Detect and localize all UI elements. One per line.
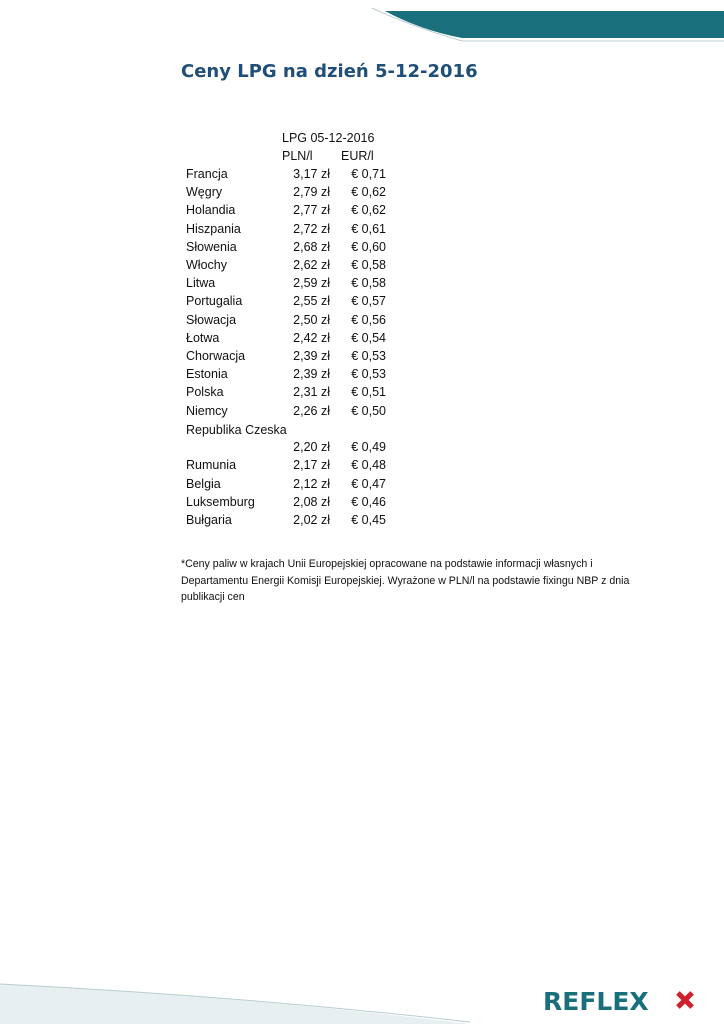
price-pln: 2,62 zł (293, 258, 330, 272)
country-name: Słowacja (186, 312, 237, 327)
price-pln: 2,68 zł (293, 239, 330, 254)
column-header-pln: PLN/l (282, 149, 313, 163)
table-row (186, 240, 406, 258)
country-name: Bułgaria (186, 512, 232, 527)
table-row (186, 495, 406, 513)
logo-x-mark (671, 986, 699, 1014)
country-name: Niemcy (186, 403, 228, 418)
table-row (186, 167, 406, 185)
country-name: Polska (186, 385, 224, 400)
price-eur: € 0,53 (351, 349, 386, 363)
price-eur: € 0,45 (351, 512, 386, 527)
price-pln: 2,39 zł (293, 367, 330, 382)
price-pln: 2,17 zł (293, 458, 330, 473)
price-pln: 2,26 zł (293, 403, 330, 418)
country-name: Portugalia (186, 294, 243, 309)
table-row (186, 385, 406, 403)
price-pln: 2,59 zł (293, 276, 330, 291)
price-pln: 2,31 zł (293, 385, 330, 400)
price-eur: € 0,46 (351, 494, 386, 509)
table-row (186, 422, 406, 458)
price-pln: 3,17 zł (293, 167, 330, 181)
price-pln: 2,02 zł (293, 512, 330, 527)
price-pln: 2,42 zł (293, 330, 330, 345)
country-name: Estonia (186, 367, 228, 382)
reflex-logo (543, 985, 703, 1015)
country-name: Litwa (186, 276, 216, 291)
country-name: Chorwacja (186, 349, 246, 363)
table-row (186, 258, 406, 276)
price-eur: € 0,50 (351, 403, 386, 418)
price-eur: € 0,48 (351, 458, 386, 473)
table-row (186, 404, 406, 422)
country-name: Hiszpania (186, 221, 241, 236)
price-pln: 2,12 zł (293, 476, 330, 491)
price-eur: € 0,54 (351, 330, 386, 345)
price-pln: 2,08 zł (293, 494, 330, 509)
table-row (186, 294, 406, 312)
country-name: Republika Czeska (186, 422, 287, 437)
price-eur: € 0,53 (351, 367, 386, 382)
table-row (186, 367, 406, 385)
price-eur: € 0,60 (351, 239, 386, 254)
table-date-header: LPG 05-12-2016 (282, 131, 375, 145)
country-name: Belgia (186, 476, 221, 491)
footnote: *Ceny paliw w krajach Unii Europejskiej opracowane na podstawie informacji własnych i Departamentu Energii Komisji Europejskiej. Wyrażone w PLN/l na podstawie fixingu NBP z dnia publikacji cen (181, 558, 630, 603)
table-row (186, 458, 406, 476)
page-title: Ceny LPG na dzień 5-12-2016 (181, 61, 478, 82)
country-name: Słowenia (186, 239, 237, 254)
table-row (186, 222, 406, 240)
price-eur: € 0,57 (351, 294, 386, 309)
column-header-eur: EUR/l (341, 149, 374, 163)
price-pln: 2,72 zł (293, 221, 330, 236)
country-name: Włochy (186, 258, 227, 272)
country-name: Francja (186, 167, 228, 181)
country-name: Luksemburg (186, 494, 255, 509)
price-eur: € 0,62 (351, 185, 386, 200)
price-pln: 2,79 zł (293, 185, 330, 200)
logo-wordmark: REFLEX (543, 987, 649, 1015)
country-name: Holandia (186, 203, 236, 218)
price-eur: € 0,71 (351, 167, 386, 181)
table-row (186, 276, 406, 294)
price-eur: € 0,62 (351, 203, 386, 218)
table-row (186, 349, 406, 367)
table-row (186, 513, 406, 531)
table-row (186, 477, 406, 495)
price-pln: 2,77 zł (293, 203, 330, 218)
country-name: Węgry (186, 185, 223, 200)
price-eur: € 0,47 (351, 476, 386, 491)
table-row (186, 313, 406, 331)
country-name: Łotwa (186, 330, 220, 345)
table-row (186, 185, 406, 203)
price-pln: 2,50 zł (293, 312, 330, 327)
price-eur: € 0,58 (351, 258, 386, 272)
table-row (186, 203, 406, 221)
price-eur: € 0,61 (351, 221, 386, 236)
price-eur: € 0,58 (351, 276, 386, 291)
price-pln: 2,20 zł (293, 439, 330, 454)
price-eur: € 0,51 (351, 385, 386, 400)
header-decorative-band (0, 0, 724, 45)
country-name: Rumunia (186, 458, 237, 473)
price-pln: 2,39 zł (293, 349, 330, 363)
price-eur: € 0,56 (351, 312, 386, 327)
table-row (186, 331, 406, 349)
price-eur: € 0,49 (351, 439, 386, 454)
price-pln: 2,55 zł (293, 294, 330, 309)
